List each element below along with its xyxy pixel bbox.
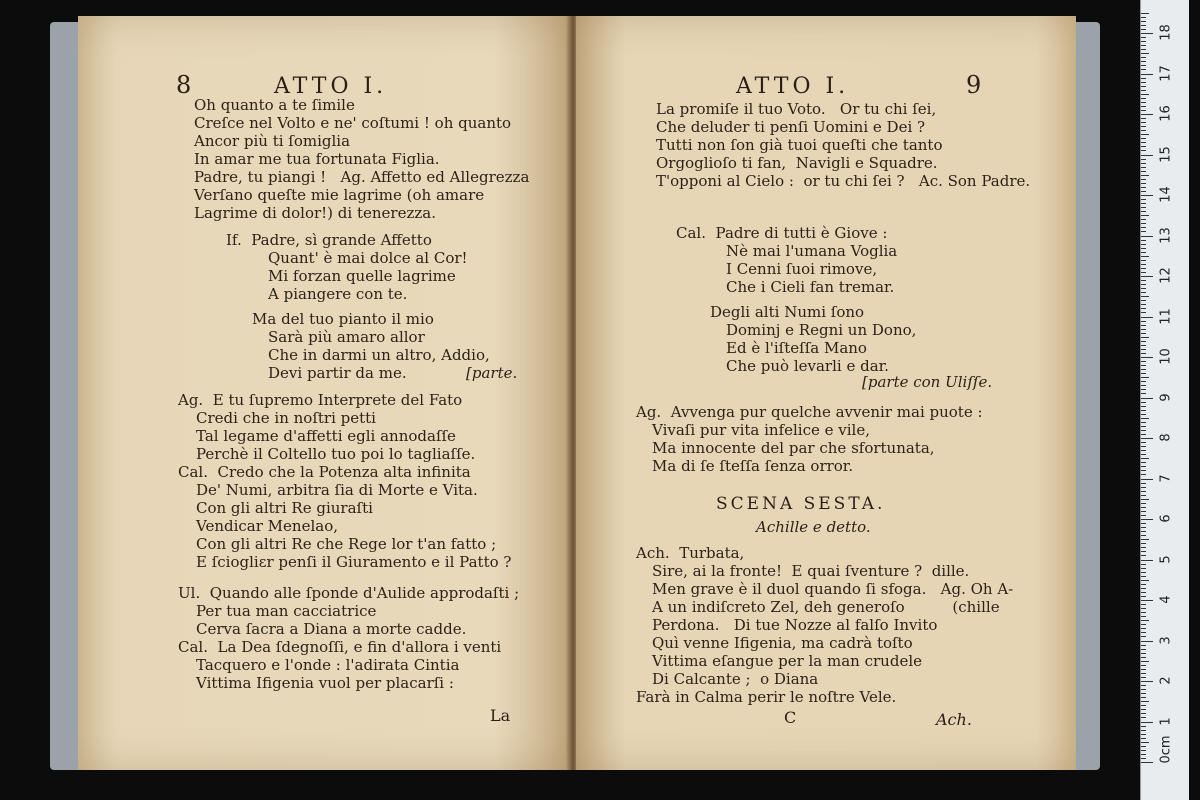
ruler-tick xyxy=(1141,223,1146,224)
text-line: Oh quanto a te ſimile xyxy=(194,96,355,114)
ruler-tick xyxy=(1141,179,1146,180)
ruler-tick xyxy=(1141,389,1146,390)
ruler-tick xyxy=(1141,211,1146,212)
ruler-tick xyxy=(1141,252,1146,253)
ruler-tick xyxy=(1141,288,1146,289)
ruler-tick xyxy=(1141,446,1146,447)
ruler-tick xyxy=(1141,665,1146,666)
text-line: Degli alti Numi ſono xyxy=(710,303,865,321)
ruler-tick xyxy=(1141,697,1146,698)
stage-direction: [parte con Uliſſe. xyxy=(862,373,993,391)
right-page-header: ATTO I. xyxy=(736,74,850,99)
signature-mark: C xyxy=(784,708,797,727)
text-line: Tal legame d'affetti egli annodaſſe xyxy=(196,427,456,445)
text-line: Quì venne Ifigenia, ma cadrà toſto xyxy=(652,634,913,652)
ruler-tick xyxy=(1141,438,1153,439)
ruler-tick xyxy=(1141,284,1146,285)
ruler-tick xyxy=(1141,422,1146,423)
text-line: T'opponi al Cielo : or tu chi ſei ? Ac. Son Padre. xyxy=(656,172,1031,190)
text-line: Verſano queſte mie lagrime (oh amare xyxy=(194,186,485,204)
left-page-number: 8 xyxy=(176,71,192,99)
ruler-label: 15 xyxy=(1158,145,1174,163)
ruler-tick xyxy=(1141,568,1146,569)
text-line: Sarà più amaro allor xyxy=(268,328,425,346)
text-line: Orgoglioſo ti fan, Navigli e Squadre. xyxy=(656,154,938,172)
ruler-tick xyxy=(1141,543,1146,544)
ruler-tick xyxy=(1141,215,1149,216)
ruler-tick xyxy=(1141,280,1146,281)
text-line: Sire, ai la fronte! E quai ſventure ? dille. xyxy=(652,562,970,580)
ruler-tick xyxy=(1141,240,1146,241)
ruler-tick xyxy=(1141,645,1146,646)
ruler-tick xyxy=(1141,730,1146,731)
measurement-ruler xyxy=(1140,0,1189,800)
left-catchword: La xyxy=(490,706,511,725)
ruler-tick xyxy=(1141,632,1146,633)
ruler-tick xyxy=(1141,547,1146,548)
text-line: Con gli altri Re giuraſti xyxy=(196,499,373,517)
ruler-tick xyxy=(1141,705,1146,706)
ruler-tick xyxy=(1141,329,1146,330)
text-line: If. Padre, sì grande Affetto xyxy=(226,231,432,249)
text-line: Vendicar Menelao, xyxy=(196,517,338,535)
ruler-tick xyxy=(1141,191,1146,192)
ruler-tick xyxy=(1141,37,1146,38)
ruler-tick xyxy=(1141,588,1146,589)
ruler-tick xyxy=(1141,82,1146,83)
ruler-tick xyxy=(1141,491,1146,492)
ruler-tick xyxy=(1141,474,1146,475)
ruler-tick xyxy=(1141,531,1146,532)
ruler-tick xyxy=(1141,511,1146,512)
ruler-tick xyxy=(1141,199,1146,200)
ruler-tick xyxy=(1141,53,1149,54)
text-line: Cerva ſacra a Diana a morte cadde. xyxy=(196,620,467,638)
text-line: Vivaſi pur vita infelice e vile, xyxy=(652,421,870,439)
ruler-label: 5 xyxy=(1158,554,1174,564)
ruler-tick xyxy=(1141,142,1146,143)
ruler-label: 17 xyxy=(1158,64,1174,82)
ruler-tick xyxy=(1141,268,1146,269)
text-line: Tacquero e l'onde : l'adirata Cintia xyxy=(196,656,460,674)
ruler-tick xyxy=(1141,61,1146,62)
ruler-tick xyxy=(1141,410,1146,411)
ruler-tick xyxy=(1141,134,1149,135)
ruler-tick xyxy=(1141,94,1149,95)
ruler-tick xyxy=(1141,13,1149,14)
ruler-tick xyxy=(1141,78,1146,79)
ruler-tick xyxy=(1141,337,1149,338)
ruler-tick xyxy=(1141,57,1146,58)
ruler-tick xyxy=(1141,74,1153,75)
text-line: Creſce nel Volto e ne' coſtumi ! oh quanto xyxy=(194,114,512,132)
scene-characters: Achille e detto. xyxy=(756,518,871,536)
ruler-tick xyxy=(1141,454,1146,455)
ruler-label: 14 xyxy=(1158,186,1174,203)
ruler-tick xyxy=(1141,159,1146,160)
ruler-tick xyxy=(1141,244,1146,245)
ruler-tick xyxy=(1141,560,1153,561)
ruler-tick xyxy=(1141,325,1146,326)
ruler-tick xyxy=(1141,373,1146,374)
ruler-tick xyxy=(1141,300,1146,301)
ruler-tick xyxy=(1141,402,1146,403)
ruler-tick xyxy=(1141,726,1146,727)
ruler-tick xyxy=(1141,381,1146,382)
ruler-tick xyxy=(1141,98,1146,99)
text-line: A un indiſcreto Zel, deh generoſo (chille xyxy=(652,598,1000,616)
right-catchword: Ach. xyxy=(936,710,972,729)
ruler-label: 1 xyxy=(1158,716,1174,726)
text-line: Perdona. Di tue Nozze al falſo Invito xyxy=(652,616,938,634)
ruler-tick xyxy=(1141,519,1153,520)
text-line: Che può levarli e dar. xyxy=(726,357,889,375)
ruler-tick xyxy=(1141,90,1146,91)
ruler-tick xyxy=(1141,304,1146,305)
ruler-tick xyxy=(1141,308,1146,309)
ruler-tick xyxy=(1141,187,1146,188)
ruler-tick xyxy=(1141,677,1146,678)
ruler-tick xyxy=(1141,681,1153,682)
text-line: Ma del tuo pianto il mio xyxy=(252,310,434,328)
ruler-tick xyxy=(1141,479,1153,480)
ruler-tick xyxy=(1141,236,1153,237)
ruler-tick xyxy=(1141,195,1153,196)
ruler-tick xyxy=(1141,49,1146,50)
ruler-tick xyxy=(1141,150,1146,151)
ruler-tick xyxy=(1141,466,1146,467)
ruler-tick xyxy=(1141,110,1146,111)
text-line: Tutti non ſon già tuoi queſti che tanto xyxy=(656,136,943,154)
ruler-tick xyxy=(1141,734,1146,735)
text-line: Quant' è mai dolce al Cor! xyxy=(268,249,468,267)
text-line: Vittima Ifigenia vuol per placarſi : xyxy=(196,674,454,692)
text-line: De' Numi, arbitra ſia di Morte e Vita. xyxy=(196,481,478,499)
ruler-tick xyxy=(1141,470,1146,471)
ruler-tick xyxy=(1141,624,1146,625)
ruler-tick xyxy=(1141,227,1146,228)
ruler-tick xyxy=(1141,495,1146,496)
ruler-tick xyxy=(1141,584,1146,585)
text-line: Che in darmi un altro, Addio, xyxy=(268,346,490,364)
text-line: Cal. La Dea ſdegnoſſi, e fin d'allora i venti xyxy=(178,638,502,656)
ruler-tick xyxy=(1141,317,1153,318)
ruler-tick xyxy=(1141,649,1146,650)
ruler-tick xyxy=(1141,701,1149,702)
ruler-tick xyxy=(1141,620,1149,621)
ruler-tick xyxy=(1141,483,1146,484)
ruler-tick xyxy=(1141,661,1149,662)
text-line: Ed è l'iſteſſa Mano xyxy=(726,339,867,357)
ruler-tick xyxy=(1141,450,1146,451)
ruler-tick xyxy=(1141,167,1146,168)
ruler-tick xyxy=(1141,25,1146,26)
ruler-tick xyxy=(1141,669,1146,670)
ruler-tick xyxy=(1141,596,1146,597)
ruler-tick xyxy=(1141,689,1146,690)
text-line: Dominj e Regni un Dono, xyxy=(726,321,917,339)
ruler-tick xyxy=(1141,65,1146,66)
ruler-tick xyxy=(1141,612,1146,613)
ruler-tick xyxy=(1141,535,1146,536)
text-line: Ach. Turbata, xyxy=(636,544,745,562)
ruler-tick xyxy=(1141,393,1146,394)
ruler-tick xyxy=(1141,616,1146,617)
text-line: Mi forzan quelle lagrime xyxy=(268,267,456,285)
ruler-label: 4 xyxy=(1158,595,1174,604)
text-line: I Cenni ſuoi rimove, xyxy=(726,260,878,278)
right-page xyxy=(576,16,1076,770)
ruler-tick xyxy=(1141,33,1153,34)
ruler-tick xyxy=(1141,312,1146,313)
text-line: Ag. Avvenga pur quelche avvenir mai puote : xyxy=(636,403,983,421)
ruler-tick xyxy=(1141,515,1146,516)
ruler-tick xyxy=(1141,21,1146,22)
ruler-tick xyxy=(1141,296,1149,297)
ruler-tick xyxy=(1141,17,1146,18)
ruler-tick xyxy=(1141,641,1153,642)
ruler-label: 9 xyxy=(1158,392,1174,402)
ruler-tick xyxy=(1141,377,1149,378)
stage-direction: [parte. xyxy=(466,364,518,382)
ruler-tick xyxy=(1141,738,1146,739)
text-line: Devi partir da me. xyxy=(268,364,407,382)
ruler-tick xyxy=(1141,175,1149,176)
ruler-tick xyxy=(1141,231,1146,232)
ruler-tick xyxy=(1141,608,1146,609)
text-line: Padre, tu piangi ! Ag. Affetto ed Allegrezza xyxy=(194,168,530,186)
ruler-tick xyxy=(1141,527,1146,528)
ruler-tick xyxy=(1141,657,1146,658)
ruler-tick xyxy=(1141,462,1146,463)
ruler-tick xyxy=(1141,487,1146,488)
ruler-tick xyxy=(1141,69,1146,70)
text-line: E ſciogliɛr penſi il Giuramento e il Patto ? xyxy=(196,553,512,571)
text-line: Ma di ſe ſteſſa ſenza orror. xyxy=(652,457,854,475)
ruler-tick xyxy=(1141,414,1146,415)
ruler-tick xyxy=(1141,114,1153,115)
ruler-label: 7 xyxy=(1158,473,1174,483)
ruler-tick xyxy=(1141,248,1146,249)
ruler-tick xyxy=(1141,171,1146,172)
ruler-tick xyxy=(1141,353,1146,354)
ruler-tick xyxy=(1141,357,1153,358)
ruler-tick xyxy=(1141,138,1146,139)
ruler-tick xyxy=(1141,762,1153,763)
text-line: Che deluder ti penſi Uomini e Dei ? xyxy=(656,118,926,136)
ruler-tick xyxy=(1141,758,1146,759)
ruler-tick xyxy=(1141,713,1146,714)
ruler-tick xyxy=(1141,551,1146,552)
ruler-tick xyxy=(1141,365,1146,366)
ruler-tick xyxy=(1141,507,1146,508)
ruler-label: 6 xyxy=(1158,514,1174,523)
ruler-tick xyxy=(1141,369,1146,370)
ruler-tick xyxy=(1141,572,1146,573)
ruler-tick xyxy=(1141,636,1146,637)
ruler-tick xyxy=(1141,102,1146,103)
ruler-label: 8 xyxy=(1158,433,1174,442)
text-line: Cal. Padre di tutti è Giove : xyxy=(676,224,888,242)
ruler-label: 13 xyxy=(1158,226,1174,244)
text-line: Per tua man cacciatrice xyxy=(196,602,377,620)
ruler-tick xyxy=(1141,155,1153,156)
text-line: Ag. E tu ſupremo Interprete del Fato xyxy=(178,391,463,409)
ruler-tick xyxy=(1141,722,1153,723)
ruler-tick xyxy=(1141,264,1146,265)
text-line: Ul. Quando alle ſponde d'Aulide approdaſti ; xyxy=(178,584,520,602)
ruler-tick xyxy=(1141,122,1146,123)
left-page-header: ATTO I. xyxy=(274,74,388,99)
ruler-tick xyxy=(1141,260,1146,261)
ruler-tick xyxy=(1141,385,1146,386)
ruler-tick xyxy=(1141,576,1146,577)
ruler-label: 3 xyxy=(1158,635,1174,645)
ruler-tick xyxy=(1141,106,1146,107)
ruler-tick xyxy=(1141,45,1146,46)
text-line: Lagrime di dolor!) di tenerezza. xyxy=(194,204,436,222)
text-line: Credi che in noſtri petti xyxy=(196,409,376,427)
ruler-tick xyxy=(1141,41,1146,42)
ruler-tick xyxy=(1141,126,1146,127)
ruler-tick xyxy=(1141,503,1146,504)
ruler-tick xyxy=(1141,693,1146,694)
ruler-tick xyxy=(1141,742,1149,743)
ruler-tick xyxy=(1141,628,1146,629)
ruler-tick xyxy=(1141,555,1146,556)
text-line: Cal. Credo che la Potenza alta infinita xyxy=(178,463,471,481)
ruler-tick xyxy=(1141,321,1146,322)
ruler-tick xyxy=(1141,203,1146,204)
text-line: Ancor più ti ſomiglia xyxy=(194,132,351,150)
ruler-label: 18 xyxy=(1158,24,1174,41)
ruler-tick xyxy=(1141,163,1146,164)
ruler-tick xyxy=(1141,86,1146,87)
ruler-tick xyxy=(1141,564,1146,565)
ruler-tick xyxy=(1141,183,1146,184)
ruler-tick xyxy=(1141,272,1146,273)
text-line: Farà in Calma perir le noſtre Vele. xyxy=(636,688,897,706)
ruler-tick xyxy=(1141,523,1146,524)
ruler-tick xyxy=(1141,750,1146,751)
ruler-tick xyxy=(1141,345,1146,346)
ruler-tick xyxy=(1141,673,1146,674)
ruler-tick xyxy=(1141,292,1146,293)
ruler-tick xyxy=(1141,207,1146,208)
ruler-label: 0cm xyxy=(1158,735,1174,764)
ruler-tick xyxy=(1141,130,1146,131)
right-page-number: 9 xyxy=(966,71,982,99)
ruler-tick xyxy=(1141,653,1146,654)
ruler-tick xyxy=(1141,219,1146,220)
ruler-label: 10 xyxy=(1158,348,1174,365)
ruler-label: 2 xyxy=(1158,676,1174,685)
ruler-tick xyxy=(1141,341,1146,342)
ruler-tick xyxy=(1141,418,1149,419)
ruler-tick xyxy=(1141,398,1153,399)
ruler-tick xyxy=(1141,406,1146,407)
text-line: Con gli altri Re che Rege lor t'an fatto ; xyxy=(196,535,497,553)
ruler-tick xyxy=(1141,709,1146,710)
ruler-tick xyxy=(1141,717,1146,718)
ruler-tick xyxy=(1141,600,1153,601)
ruler-tick xyxy=(1141,539,1149,540)
ruler-tick xyxy=(1141,458,1149,459)
ruler-tick xyxy=(1141,685,1146,686)
text-line: Che i Cieli fan tremar. xyxy=(726,278,895,296)
ruler-tick xyxy=(1141,146,1146,147)
text-line: Vittima eſangue per la man crudele xyxy=(652,652,922,670)
text-line: Di Calcante ; o Diana xyxy=(652,670,819,688)
text-line: In amar me tua fortunata Figlia. xyxy=(194,150,440,168)
ruler-tick xyxy=(1141,434,1146,435)
ruler-tick xyxy=(1141,349,1146,350)
ruler-tick xyxy=(1141,499,1149,500)
ruler-label: 11 xyxy=(1158,307,1174,325)
text-line: La promiſe il tuo Voto. Or tu chi ſei, xyxy=(656,100,937,118)
ruler-tick xyxy=(1141,333,1146,334)
ruler-tick xyxy=(1141,256,1149,257)
ruler-tick xyxy=(1141,580,1149,581)
text-line: Men grave è il duol quando ſi sfoga. Ag. Oh A- xyxy=(652,580,1014,598)
ruler-tick xyxy=(1141,754,1146,755)
text-line: Perchè il Coltello tuo poi lo tagliaſſe. xyxy=(196,445,476,463)
scene-title: SCENA SESTA. xyxy=(716,494,886,514)
ruler-tick xyxy=(1141,430,1146,431)
ruler-tick xyxy=(1141,29,1146,30)
ruler-tick xyxy=(1141,442,1146,443)
ruler-tick xyxy=(1141,592,1146,593)
text-line: Nè mai l'umana Voglia xyxy=(726,242,898,260)
ruler-tick xyxy=(1141,118,1146,119)
ruler-tick xyxy=(1141,746,1146,747)
left-page xyxy=(78,16,568,770)
ruler-tick xyxy=(1141,604,1146,605)
ruler-tick xyxy=(1141,426,1146,427)
ruler-label: 12 xyxy=(1158,267,1174,284)
ruler-label: 16 xyxy=(1158,105,1174,122)
text-line: A piangere con te. xyxy=(268,285,408,303)
ruler-tick xyxy=(1141,361,1146,362)
text-line: Ma innocente del par che sfortunata, xyxy=(652,439,935,457)
ruler-tick xyxy=(1141,276,1153,277)
